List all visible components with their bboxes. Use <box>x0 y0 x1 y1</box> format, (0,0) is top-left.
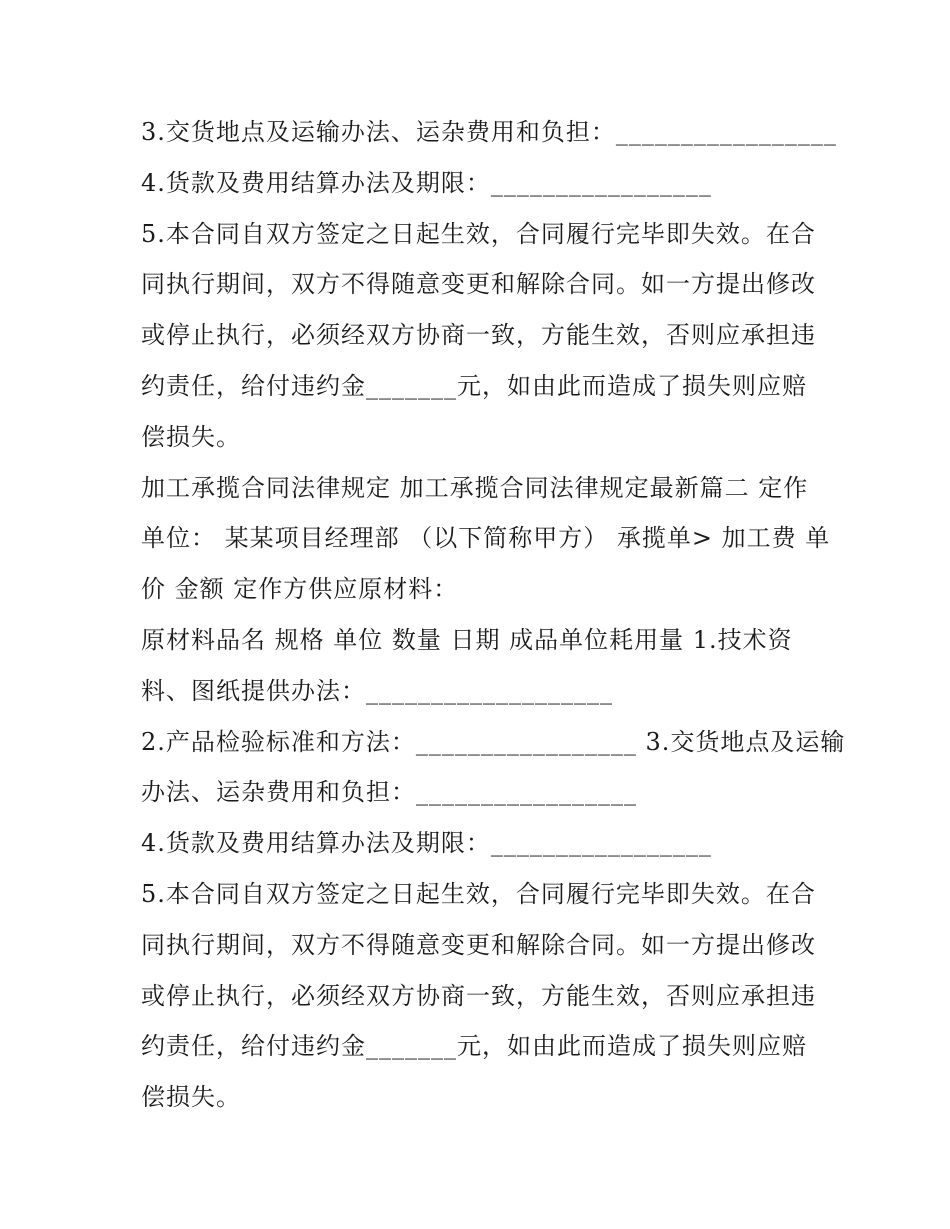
text-line: 偿损失。 <box>141 1083 241 1112</box>
text-line: 或停止执行，必须经双方协商一致，方能生效，否则应承担违 <box>141 321 816 350</box>
text-line: 4.货款及费用结算办法及期限：_________________ <box>141 168 712 197</box>
text-line: 4.货款及费用结算办法及期限：_________________ <box>141 829 712 858</box>
document-body <box>141 107 846 1123</box>
text-line: 约责任，给付违约金_______元，如由此而造成了损失则应赔 <box>141 1032 807 1061</box>
text-line: 同执行期间，双方不得随意变更和解除合同。如一方提出修改 <box>141 930 816 959</box>
text-line: 同执行期间，双方不得随意变更和解除合同。如一方提出修改 <box>141 270 816 299</box>
text-line: 5.本合同自双方签定之日起生效，合同履行完毕即失效。在合 <box>141 879 816 908</box>
text-line: 偿损失。 <box>141 422 241 451</box>
text-line: 5.本合同自双方签定之日起生效，合同履行完毕即失效。在合 <box>141 219 816 248</box>
text-line: 办法、运杂费用和负担：_________________ <box>141 778 637 807</box>
text-line: 原材料品名 规格 单位 数量 日期 成品单位耗用量 1.技术资 <box>141 625 793 654</box>
text-line: 约责任，给付违约金_______元，如由此而造成了损失则应赔 <box>141 371 807 400</box>
text-line: 价 金额 定作方供应原材料： <box>141 575 459 604</box>
text-line: 3.交货地点及运输办法、运杂费用和负担：_________________ <box>141 118 837 146</box>
text-line: 或停止执行，必须经双方协商一致，方能生效，否则应承担违 <box>141 981 816 1010</box>
text-line: 2.产品检验标准和方法：_________________ 3.交货地点及运输 <box>141 727 846 756</box>
text-line: 单位： 某某项目经理部 （以下简称甲方） 承揽单> 加工费 单 <box>141 524 831 553</box>
text-line: 料、图纸提供办法：___________________ <box>141 676 613 705</box>
text-line: 加工承揽合同法律规定 加工承揽合同法律规定最新篇二 定作 <box>141 473 809 502</box>
